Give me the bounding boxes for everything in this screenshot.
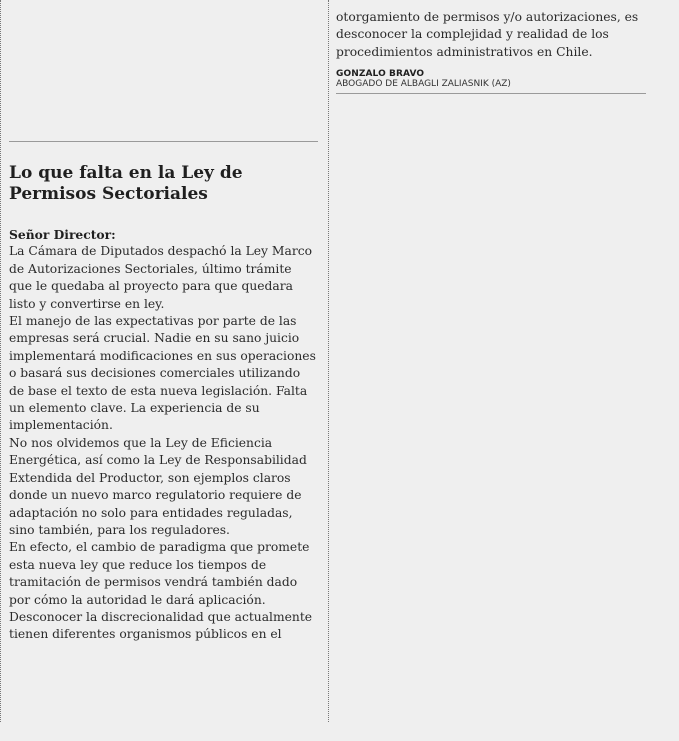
paragraph-2: El manejo de las expectativas por parte de las empresas será crucial. Nadie en su sano juicio implementará modificaciones en sus operaciones o basará sus decisiones comerciales utilizando de base el texto de esta nueva legislación. Falta un elemento clave. La experiencia de su implementación.	[9, 314, 316, 433]
letter-headline	[9, 163, 318, 205]
bottom-band	[0, 722, 679, 741]
page-edge-dotted-line	[0, 0, 2, 722]
column-divider	[328, 0, 330, 722]
paragraph-1: La Cámara de Diputados despachó la Ley Marco de Autorizaciones Sectoriales, último trámite que le quedaba al proyecto para que quedara listo y convertirse en ley.	[9, 244, 313, 311]
signature-rule	[336, 93, 646, 94]
salutation: Señor Director:	[9, 227, 116, 242]
author-title: ABOGADO DE ALBAGLI ZALIASNIK (AZ)	[336, 79, 511, 90]
headline-line-1: Lo que falta en la Ley de	[9, 163, 243, 183]
paragraph-3: No nos olvidemos que la Ley de Eficiencia Energética, así como la Ley de Responsabilidad Extendida del Productor, son ejemplos claros donde un nuevo marco regulatorio requiere de adaptación no solo para entidades reguladas, sino también, para los reguladores.	[9, 435, 307, 537]
headline-line-2: Permisos Sectoriales	[9, 184, 208, 204]
section-rule	[9, 141, 318, 142]
continued-paragraph: otorgamiento de permisos y/o autorizaciones, es desconocer la complejidad y realidad de los procedimientos administrativos en Chile.	[336, 10, 639, 59]
paragraph-4: En efecto, el cambio de paradigma que promete esta nueva ley que reduce los tiempos de tramitación de permisos vendrá también dado por cómo la autoridad le dará aplicación.	[9, 540, 310, 607]
letter-left-column	[9, 0, 318, 722]
letter-body	[9, 226, 318, 644]
paragraph-5: Desconocer la discrecionalidad que actualmente tienen diferentes organismos públicos en el	[9, 609, 313, 642]
letter-right-column	[336, 9, 656, 94]
author-name: GONZALO BRAVO	[336, 69, 425, 80]
